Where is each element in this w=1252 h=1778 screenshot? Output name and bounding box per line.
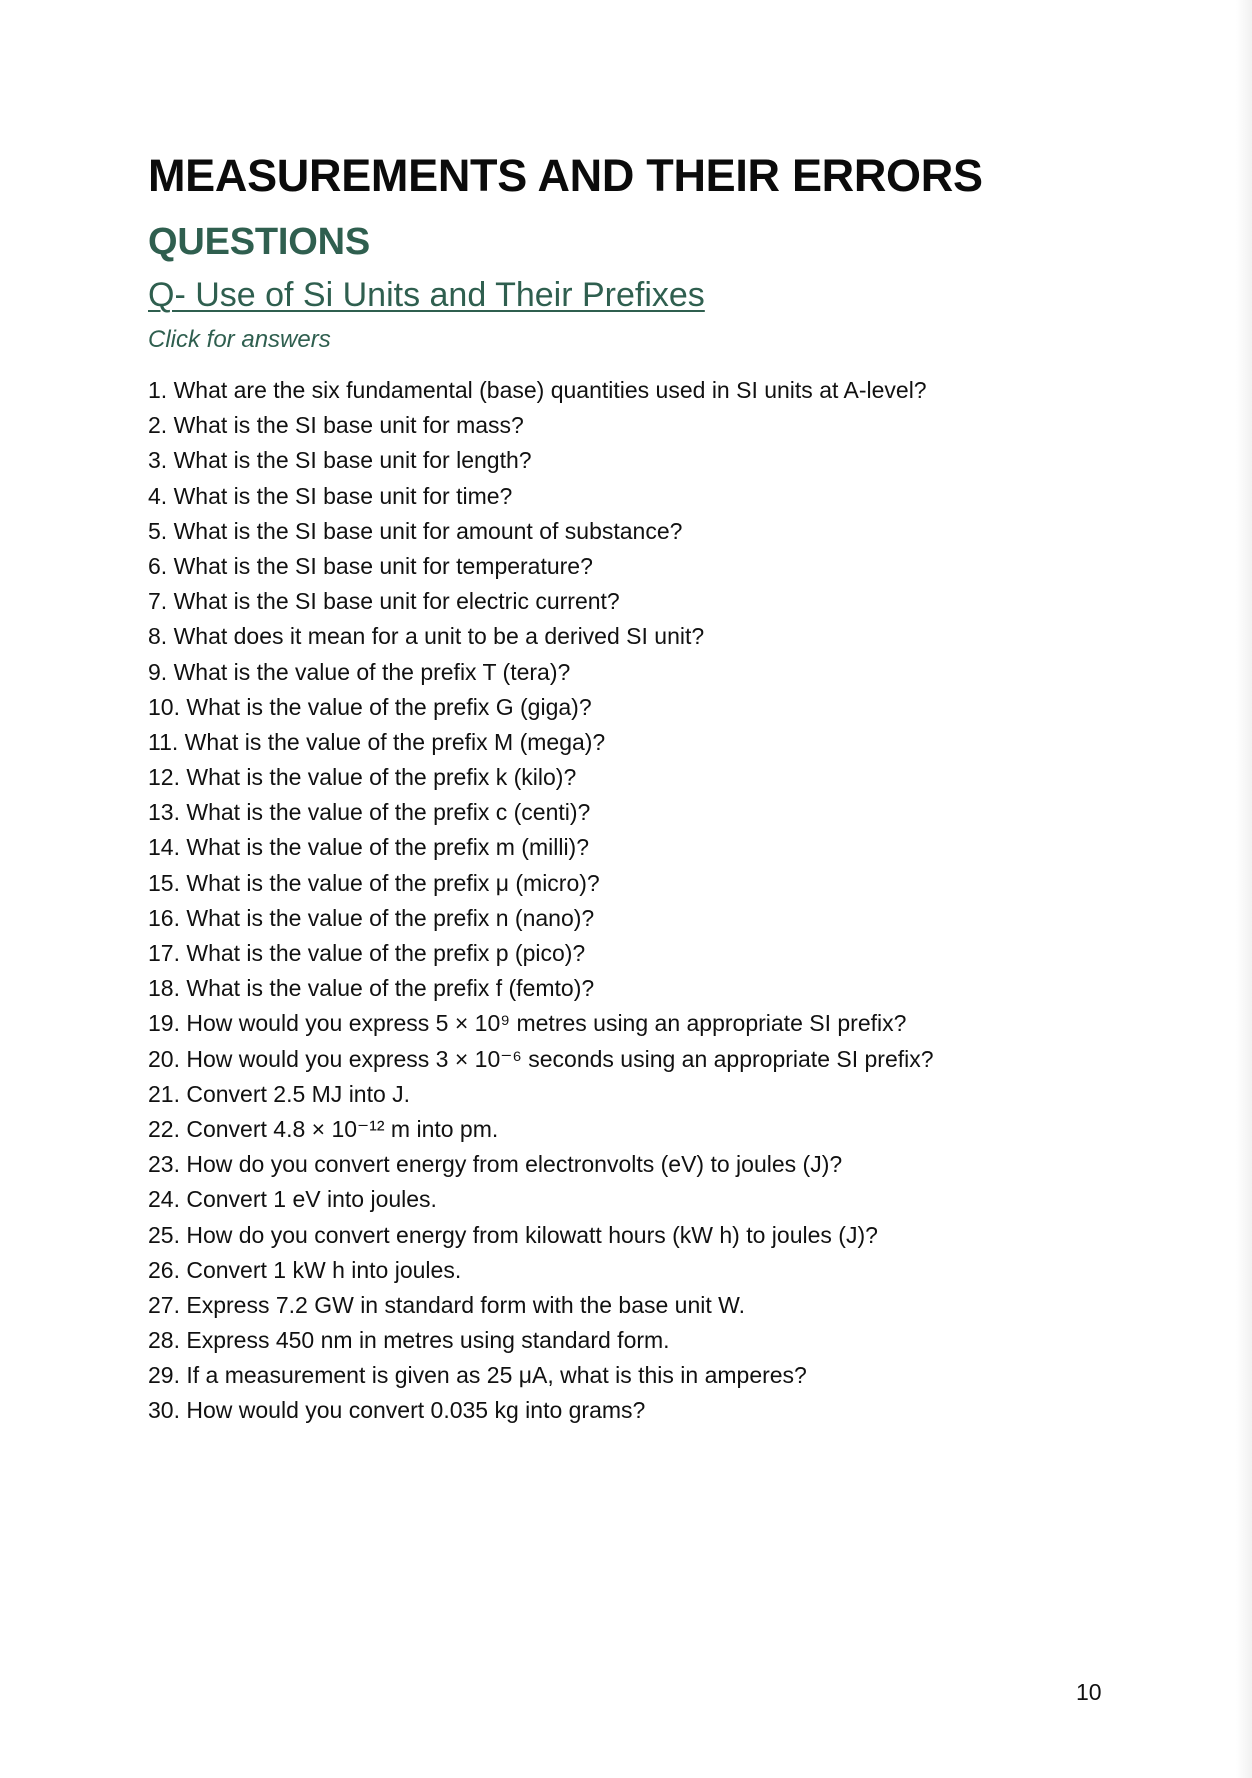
question-item: 8. What does it mean for a unit to be a derived SI unit? xyxy=(148,623,705,650)
document-title: MEASUREMENTS AND THEIR ERRORS xyxy=(148,150,983,201)
topic-link[interactable]: Q- Use of Si Units and Their Prefixes xyxy=(148,276,705,314)
question-item: 28. Express 450 nm in metres using standard form. xyxy=(148,1327,670,1354)
question-item: 14. What is the value of the prefix m (milli)? xyxy=(148,834,589,861)
question-item: 19. How would you express 5 × 10⁹ metres using an appropriate SI prefix? xyxy=(148,1010,907,1037)
question-item: 22. Convert 4.8 × 10⁻¹² m into pm. xyxy=(148,1115,499,1142)
question-list xyxy=(148,373,1148,1429)
question-item: 7. What is the SI base unit for electric current? xyxy=(148,588,620,615)
question-item: 27. Express 7.2 GW in standard form with the base unit W. xyxy=(148,1291,745,1318)
question-item: 4. What is the SI base unit for time? xyxy=(148,482,513,509)
question-item: 10. What is the value of the prefix G (giga)? xyxy=(148,693,592,720)
page-edge-shadow xyxy=(1236,0,1252,1778)
question-item: 29. If a measurement is given as 25 μA, what is this in amperes? xyxy=(148,1362,807,1389)
question-item: 1. What are the six fundamental (base) quantities used in SI units at A-level? xyxy=(148,377,927,403)
question-item: 24. Convert 1 eV into joules. xyxy=(148,1186,437,1213)
question-item: 6. What is the SI base unit for temperature? xyxy=(148,552,593,579)
question-item: 3. What is the SI base unit for length? xyxy=(148,447,532,474)
question-item: 5. What is the SI base unit for amount of substance? xyxy=(148,517,683,544)
question-item: 17. What is the value of the prefix p (pico)? xyxy=(148,940,586,966)
answers-link[interactable]: Click for answers xyxy=(148,326,331,353)
question-item: 9. What is the value of the prefix T (tera)? xyxy=(148,658,571,685)
question-item: 2. What is the SI base unit for mass? xyxy=(148,412,524,439)
question-item: 12. What is the value of the prefix k (kilo)? xyxy=(148,764,577,791)
question-item: 11. What is the value of the prefix M (mega)? xyxy=(148,728,606,755)
section-heading: QUESTIONS xyxy=(148,221,371,263)
page-number: 10 xyxy=(1076,1679,1102,1705)
document-page xyxy=(148,150,1148,1429)
question-item: 13. What is the value of the prefix c (centi)? xyxy=(148,799,591,826)
question-item: 25. How do you convert energy from kilowatt hours (kW h) to joules (J)? xyxy=(148,1221,878,1248)
question-item: 15. What is the value of the prefix μ (micro)? xyxy=(148,869,600,896)
question-item: 21. Convert 2.5 MJ into J. xyxy=(148,1080,411,1107)
question-item: 30. How would you convert 0.035 kg into grams? xyxy=(148,1397,646,1424)
question-item: 26. Convert 1 kW h into joules. xyxy=(148,1256,462,1283)
question-item: 20. How would you express 3 × 10⁻⁶ seconds using an appropriate SI prefix? xyxy=(148,1045,934,1072)
question-item: 16. What is the value of the prefix n (nano)? xyxy=(148,904,595,931)
question-item: 18. What is the value of the prefix f (femto)? xyxy=(148,975,595,1002)
question-item: 23. How do you convert energy from electronvolts (eV) to joules (J)? xyxy=(148,1151,843,1178)
